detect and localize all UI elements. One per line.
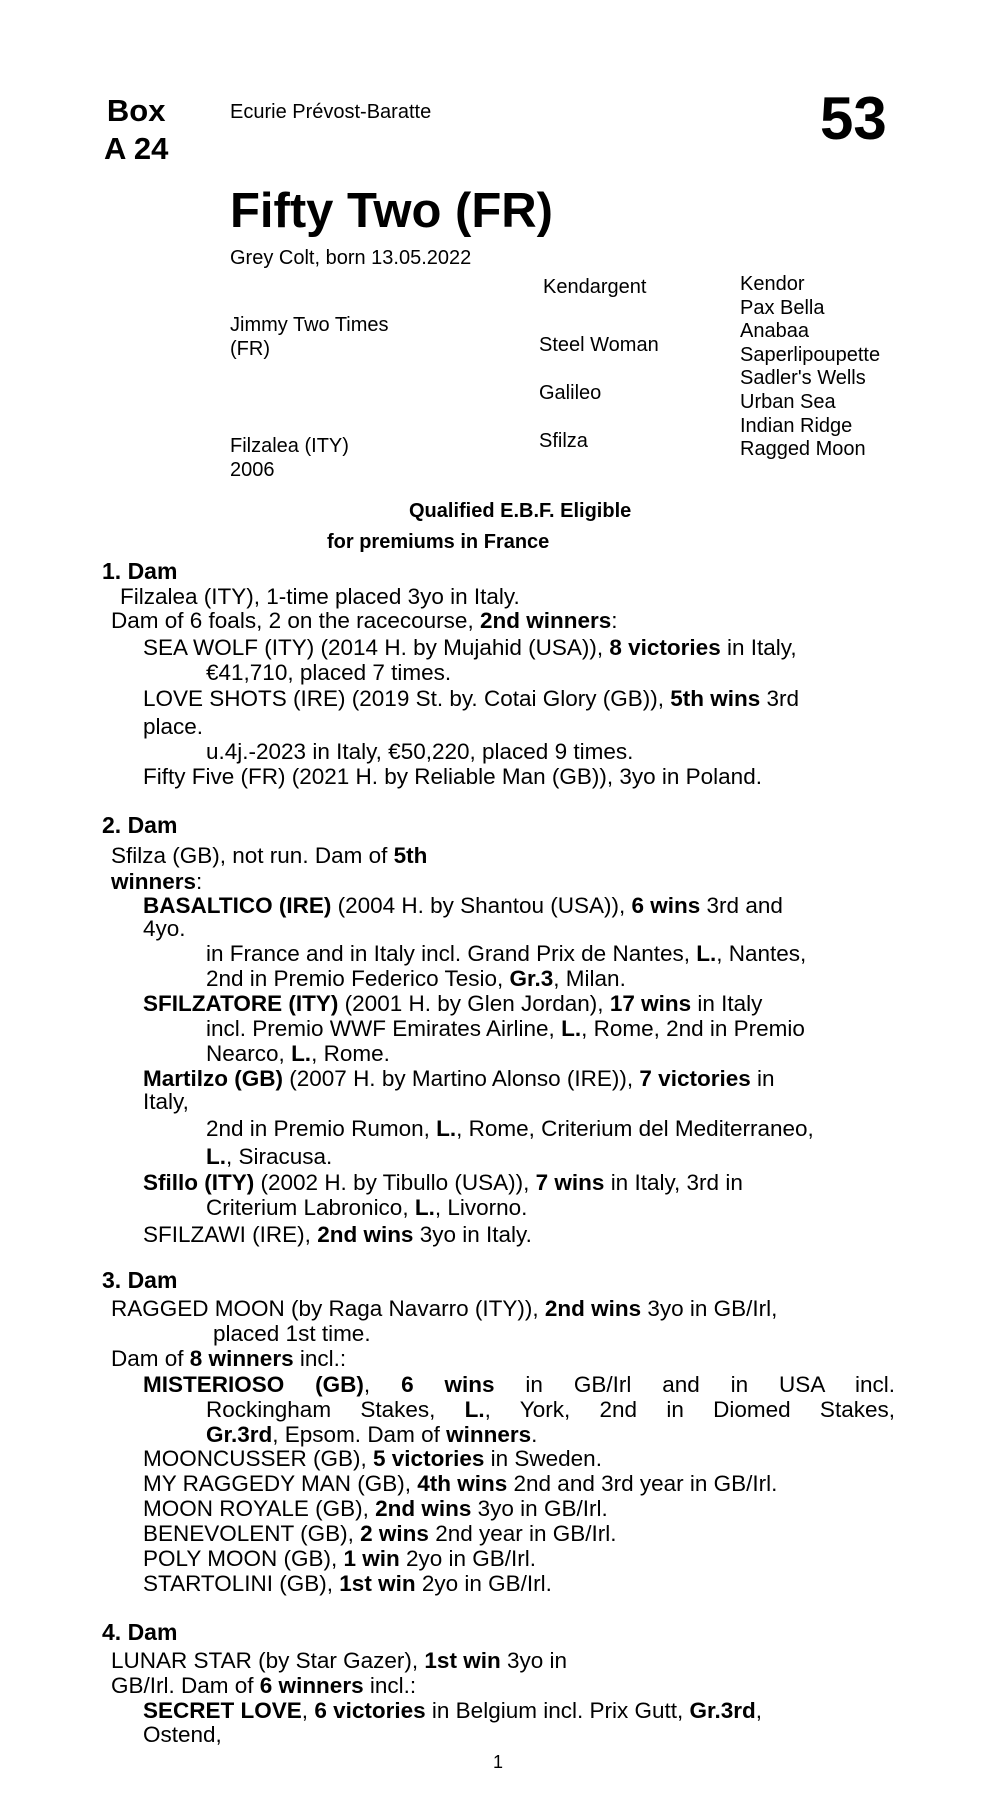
dam4-line: GB/Irl. Dam of 6 winners incl.:: [111, 1673, 417, 1698]
dam3-line: MY RAGGEDY MAN (GB), 4th wins 2nd and 3rd year in GB/Irl.: [143, 1471, 778, 1496]
dam3-line: POLY MOON (GB), 1 win 2yo in GB/Irl.: [143, 1546, 537, 1571]
dam4-line: SECRET LOVE, 6 victories in Belgium incl. Prix Gutt, Gr.3rd,: [143, 1698, 763, 1723]
pedigree-sire-dam: Steel Woman: [539, 334, 659, 356]
dam2-line: Sfilza (GB), not run. Dam of 5th: [111, 843, 428, 868]
gen4-entry: Saperlipoupette: [740, 343, 881, 366]
owner-name: Ecurie Prévost-Baratte: [230, 101, 432, 123]
dam-name: Filzalea (ITY): [230, 435, 349, 457]
sire-name: Jimmy Two Times: [230, 314, 389, 336]
dam4-line: LUNAR STAR (by Star Gazer), 1st win 3yo in: [111, 1648, 568, 1673]
dam3-line: BENEVOLENT (GB), 2 wins 2nd year in GB/Irl.: [143, 1521, 617, 1546]
pedigree-dam-dam: Sfilza: [539, 430, 588, 452]
dam2-line: SFILZAWI (IRE), 2nd wins 3yo in Italy.: [143, 1222, 532, 1247]
box-word: Box: [106, 93, 166, 128]
section-title-dam-1: 1. Dam: [102, 558, 178, 584]
section-title-dam-2: 2. Dam: [102, 812, 178, 838]
dam-year: 2006: [230, 459, 275, 481]
gen4-entry: Indian Ridge: [740, 414, 853, 437]
dam2-line: 2nd in Premio Federico Tesio, Gr.3, Milan.: [206, 966, 626, 991]
dam2-line: Martilzo (GB) (2007 H. by Martino Alonso (IRE)), 7 victories in: [143, 1066, 775, 1091]
dam2-line: Italy,: [143, 1089, 189, 1114]
dam1-line: place.: [143, 714, 204, 739]
pedigree-fourth-generation: [740, 273, 880, 462]
box-label: [104, 92, 168, 168]
box-number: A 24: [104, 131, 169, 166]
dam1-line: Fifty Five (FR) (2021 H. by Reliable Man (GB)), 3yo in Poland.: [143, 764, 762, 789]
section-title-dam-4: 4. Dam: [102, 1619, 178, 1645]
dam2-line: L., Siracusa.: [206, 1144, 333, 1169]
dam1-line: Dam of 6 foals, 2 on the racecourse, 2nd winners:: [111, 608, 618, 633]
dam2-line: Nearco, L., Rome.: [206, 1041, 390, 1066]
pedigree-sire-sire: Kendargent: [543, 276, 647, 298]
dam2-line: 2nd in Premio Rumon, L., Rome, Criterium del Mediterraneo,: [206, 1116, 814, 1141]
dam2-line: incl. Premio WWF Emirates Airline, L., Rome, 2nd in Premio: [206, 1016, 805, 1041]
dam3-line: Rockingham Stakes, L., York, 2nd in Diomed Stakes,: [206, 1397, 895, 1422]
dam2-line: in France and in Italy incl. Grand Prix de Nantes, L., Nantes,: [206, 941, 807, 966]
page-number: 1: [493, 1752, 504, 1772]
gen4-entry: Ragged Moon: [740, 438, 866, 461]
dam2-line: winners:: [111, 869, 203, 894]
dam4-line: Ostend,: [143, 1722, 222, 1747]
dam1-line: SEA WOLF (ITY) (2014 H. by Mujahid (USA)), 8 victories in Italy,: [143, 635, 797, 660]
gen4-entry: Kendor: [740, 273, 805, 295]
dam2-line: 4yo.: [143, 916, 186, 941]
dam2-line: Sfillo (ITY) (2002 H. by Tibullo (USA)), 7 wins in Italy, 3rd in: [143, 1170, 743, 1195]
pedigree-sire: [230, 313, 389, 361]
pedigree-dam: [230, 434, 349, 482]
horse-name: Fifty Two (FR): [230, 184, 553, 238]
dam3-line: Dam of 8 winners incl.:: [111, 1346, 347, 1371]
dam3-line: Gr.3rd, Epsom. Dam of winners.: [206, 1422, 538, 1447]
dam3-line: MOONCUSSER (GB), 5 victories in Sweden.: [143, 1446, 602, 1471]
dam2-line: BASALTICO (IRE) (2004 H. by Shantou (USA)), 6 wins 3rd and: [143, 893, 783, 918]
dam1-line: €41,710, placed 7 times.: [206, 660, 452, 685]
gen4-entry: Sadler's Wells: [740, 367, 866, 390]
section-title-dam-3: 3. Dam: [102, 1267, 178, 1293]
dam3-line: MISTERIOSO (GB), 6 wins in GB/Irl and in USA incl.: [143, 1372, 895, 1397]
dam2-line: SFILZATORE (ITY) (2001 H. by Glen Jordan), 17 wins in Italy: [143, 991, 763, 1016]
dam1-line: LOVE SHOTS (IRE) (2019 St. by. Cotai Glory (GB)), 5th wins 3rd: [143, 686, 800, 711]
sire-origin: (FR): [230, 338, 270, 360]
dam3-line: RAGGED MOON (by Raga Navarro (ITY)), 2nd wins 3yo in GB/Irl,: [111, 1296, 778, 1321]
dam2-line: Criterium Labronico, L., Livorno.: [206, 1195, 528, 1220]
gen4-entry: Anabaa: [740, 320, 809, 343]
gen4-entry: Urban Sea: [740, 390, 836, 413]
dam3-line: placed 1st time.: [213, 1321, 371, 1346]
qualification-line-2: for premiums in France: [327, 531, 550, 553]
dam3-line: MOON ROYALE (GB), 2nd wins 3yo in GB/Irl.: [143, 1496, 608, 1521]
pedigree-dam-sire: Galileo: [539, 382, 602, 404]
horse-description: Grey Colt, born 13.05.2022: [230, 247, 472, 269]
dam1-line: u.4j.-2023 in Italy, €50,220, placed 9 times.: [206, 739, 634, 764]
dam3-line: STARTOLINI (GB), 1st win 2yo in GB/Irl.: [143, 1571, 552, 1596]
dam1-line: Filzalea (ITY), 1-time placed 3yo in Italy.: [120, 584, 520, 609]
lot-number: 53: [820, 85, 887, 152]
qualification-line-1: Qualified E.B.F. Eligible: [409, 500, 632, 522]
gen4-entry: Pax Bella: [740, 296, 825, 319]
